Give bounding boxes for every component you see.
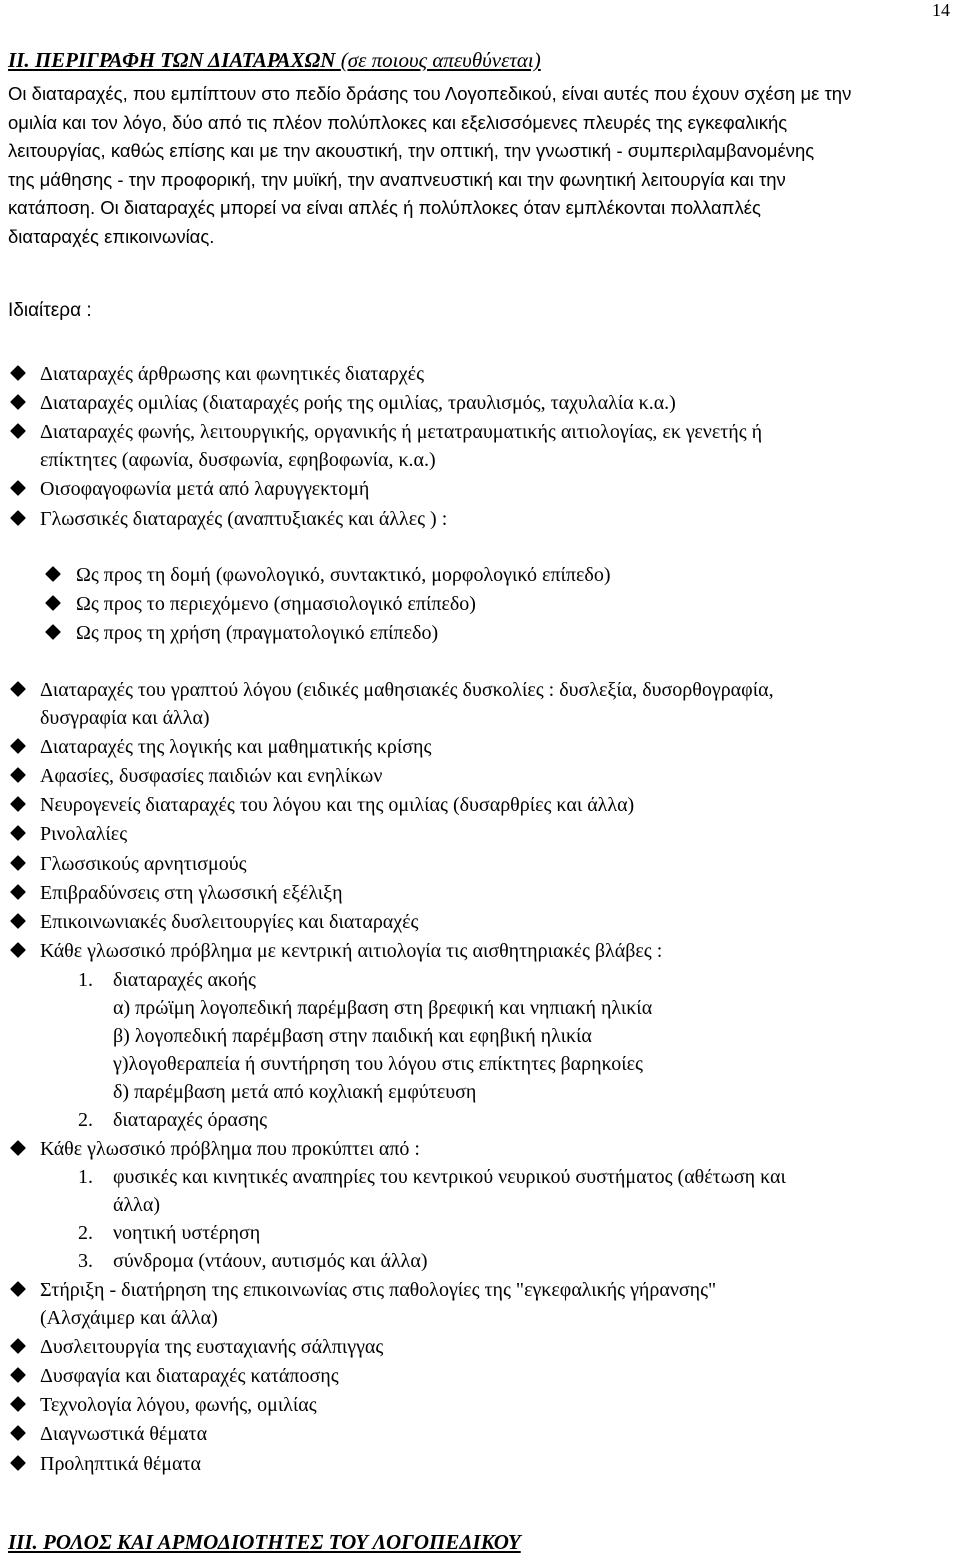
diamond-bullet-icon (10, 884, 26, 900)
diamond-bullet-icon (10, 1367, 26, 1383)
intro-line: διαταραχές επικοινωνίας. (8, 225, 215, 247)
numbered-item: 3. σύνδρομα (ντάουν, αυτισμός και άλλα) (78, 1250, 428, 1272)
list-item: Διαταραχές ομιλίας (διαταραχές ροής της ομιλίας, τραυλισμός, ταχυλαλία κ.α.) (8, 389, 960, 417)
diamond-bullet-icon (10, 913, 26, 929)
sub-list-item: Ως προς τη χρήση (πραγματολογικό επίπεδο) (8, 619, 960, 647)
page-number: 14 (932, 0, 950, 20)
intro-line: λειτουργίας, καθώς επίσης και με την ακουστική, την οπτική, την γνωστική - συμπεριλαμβανομένης (8, 140, 815, 161)
list-item: Τεχνολογία λόγου, φωνής, ομιλίας (8, 1391, 960, 1419)
lettered-item: γ)λογοθεραπεία ή συντήρηση του λόγου στις επίκτητες βαρηκοίες (113, 1053, 643, 1075)
diamond-bullet-icon (10, 510, 26, 526)
list-item-continuation: δυσγραφία και άλλα) (40, 707, 210, 729)
diamond-bullet-icon (10, 738, 26, 754)
intro-line: κατάποση. Οι διαταραχές μπορεί να είναι απλές ή πολύπλοκες όταν εμπλέκονται πολλαπλές (8, 197, 761, 218)
section-2-subtitle: (σε ποιους απευθύνεται) (340, 48, 541, 72)
lettered-item: β) λογοπεδική παρέμβαση στην παιδική και εφηβική ηλικία (113, 1025, 592, 1047)
list-item: Νευρογενείς διαταραχές του λόγου και της ομιλίας (δυσαρθρίες και άλλα) (8, 791, 960, 819)
diamond-bullet-icon (10, 1396, 26, 1412)
list-item: Διαταραχές άρθρωσης και φωνητικές διαταρχές (8, 360, 960, 388)
list-item: Διαταραχές φωνής, λειτουργικής, οργανικής ή μετατραυματικής αιτιολογίας, εκ γενετής ή (8, 418, 960, 446)
diamond-bullet-icon (10, 767, 26, 783)
list-item-continuation: επίκτητες (αφωνία, δυσφωνία, εφηβοφωνία, κ.α.) (40, 449, 436, 471)
list-item: Γλωσσικούς αρνητισμούς (8, 850, 960, 878)
diamond-bullet-icon (10, 1140, 26, 1156)
diamond-bullet-icon (45, 566, 61, 582)
list-item: Διαταραχές του γραπτού λόγου (ειδικές μαθησιακές δυσκολίες : δυσλεξία, δυσορθογραφία, (8, 676, 960, 704)
section-3-heading: ΙΙΙ. ΡΟΛΟΣ ΚΑΙ ΑΡΜΟΔΙΟΤΗΤΕΣ ΤΟΥ ΛΟΓΟΠΕΔΙΚΟΥ (8, 1530, 521, 1554)
diamond-bullet-icon (10, 480, 26, 496)
list-item: Αφασίες, δυσφασίες παιδιών και ενηλίκων (8, 762, 960, 790)
diamond-bullet-icon (10, 423, 26, 439)
numbered-item: 2. νοητική υστέρηση (78, 1222, 261, 1244)
intro-line: Οι διαταραχές, που εμπίπτουν στο πεδίο δράσης του Λογοπεδικού, είναι αυτές που έχουν σχέση με την (8, 83, 852, 104)
diamond-bullet-icon (10, 394, 26, 410)
intro-line: ομιλία και τον λόγο, δύο από τις πλέον πολύπλοκες και εξελισσόμενες πλευρές της εγκεφαλικής (8, 111, 788, 133)
diamond-bullet-icon (10, 365, 26, 381)
diamond-bullet-icon (10, 1425, 26, 1441)
list-item: Προληπτικά θέματα (8, 1450, 960, 1478)
list-item: Δυσφαγία και διαταραχές κατάποσης (8, 1362, 960, 1390)
intro-line: της μάθησης - την προφορική, την μυϊκή, την αναπνευστική και την φωνητική λειτουργία και την (8, 168, 786, 190)
intro-paragraph (8, 80, 960, 251)
diamond-bullet-icon (10, 796, 26, 812)
diamond-bullet-icon (10, 942, 26, 958)
sub-list-item: Ως προς το περιεχόμενο (σημασιολογικό επίπεδο) (8, 590, 960, 618)
list-item: Οισοφαγοφωνία μετά από λαρυγγεκτομή (8, 475, 960, 503)
diamond-bullet-icon (10, 1455, 26, 1471)
list-item: Στήριξη - διατήρηση της επικοινωνίας στις παθολογίες της "εγκεφαλικής γήρανσης" (8, 1276, 960, 1304)
diamond-bullet-icon (10, 1281, 26, 1297)
numbered-item: 2. διαταραχές όρασης (78, 1109, 268, 1131)
idiaitera-label: Ιδιαίτερα : (8, 300, 92, 321)
diamond-bullet-icon (10, 681, 26, 697)
numbered-item-continuation: άλλα) (113, 1194, 161, 1216)
diamond-bullet-icon (45, 595, 61, 611)
list-item: Ρινολαλίες (8, 820, 960, 848)
list-item: Κάθε γλωσσικό πρόβλημα με κεντρική αιτιολογία τις αισθητηριακές βλάβες : (8, 937, 960, 965)
list-item-continuation: (Αλσχάιμερ και άλλα) (40, 1307, 218, 1329)
section-2-title: ΙΙ. ΠΕΡΙΓΡΑΦΗ ΤΩΝ ΔΙΑΤΑΡΑΧΩΝ (8, 48, 336, 72)
numbered-item: 1. διαταραχές ακοής (78, 969, 256, 991)
numbered-item: 1. φυσικές και κινητικές αναπηρίες του κεντρικού νευρικού συστήματος (αθέτωση και (78, 1166, 786, 1188)
lettered-item: α) πρώϊμη λογοπεδική παρέμβαση στη βρεφική και νηπιακή ηλικία (113, 997, 653, 1019)
list-item: Κάθε γλωσσικό πρόβλημα που προκύπτει από : (8, 1135, 960, 1163)
list-item: Διαταραχές της λογικής και μαθηματικής κρίσης (8, 733, 960, 761)
diamond-bullet-icon (10, 855, 26, 871)
list-item: Γλωσσικές διαταραχές (αναπτυξιακές και άλλες ) : (8, 505, 960, 533)
section-2-heading (8, 48, 541, 73)
diamond-bullet-icon (10, 825, 26, 841)
sub-list-item: Ως προς τη δομή (φωνολογικό, συντακτικό, μορφολογικό επίπεδο) (8, 561, 960, 589)
lettered-item: δ) παρέμβαση μετά από κοχλιακή εμφύτευση (113, 1081, 477, 1103)
list-item: Διαγνωστικά θέματα (8, 1420, 960, 1448)
list-item: Επικοινωνιακές δυσλειτουργίες και διαταραχές (8, 908, 960, 936)
list-item: Δυσλειτουργία της ευσταχιανής σάλπιγγας (8, 1333, 960, 1361)
list-item: Επιβραδύνσεις στη γλωσσική εξέλιξη (8, 879, 960, 907)
diamond-bullet-icon (45, 624, 61, 640)
diamond-bullet-icon (10, 1338, 26, 1354)
